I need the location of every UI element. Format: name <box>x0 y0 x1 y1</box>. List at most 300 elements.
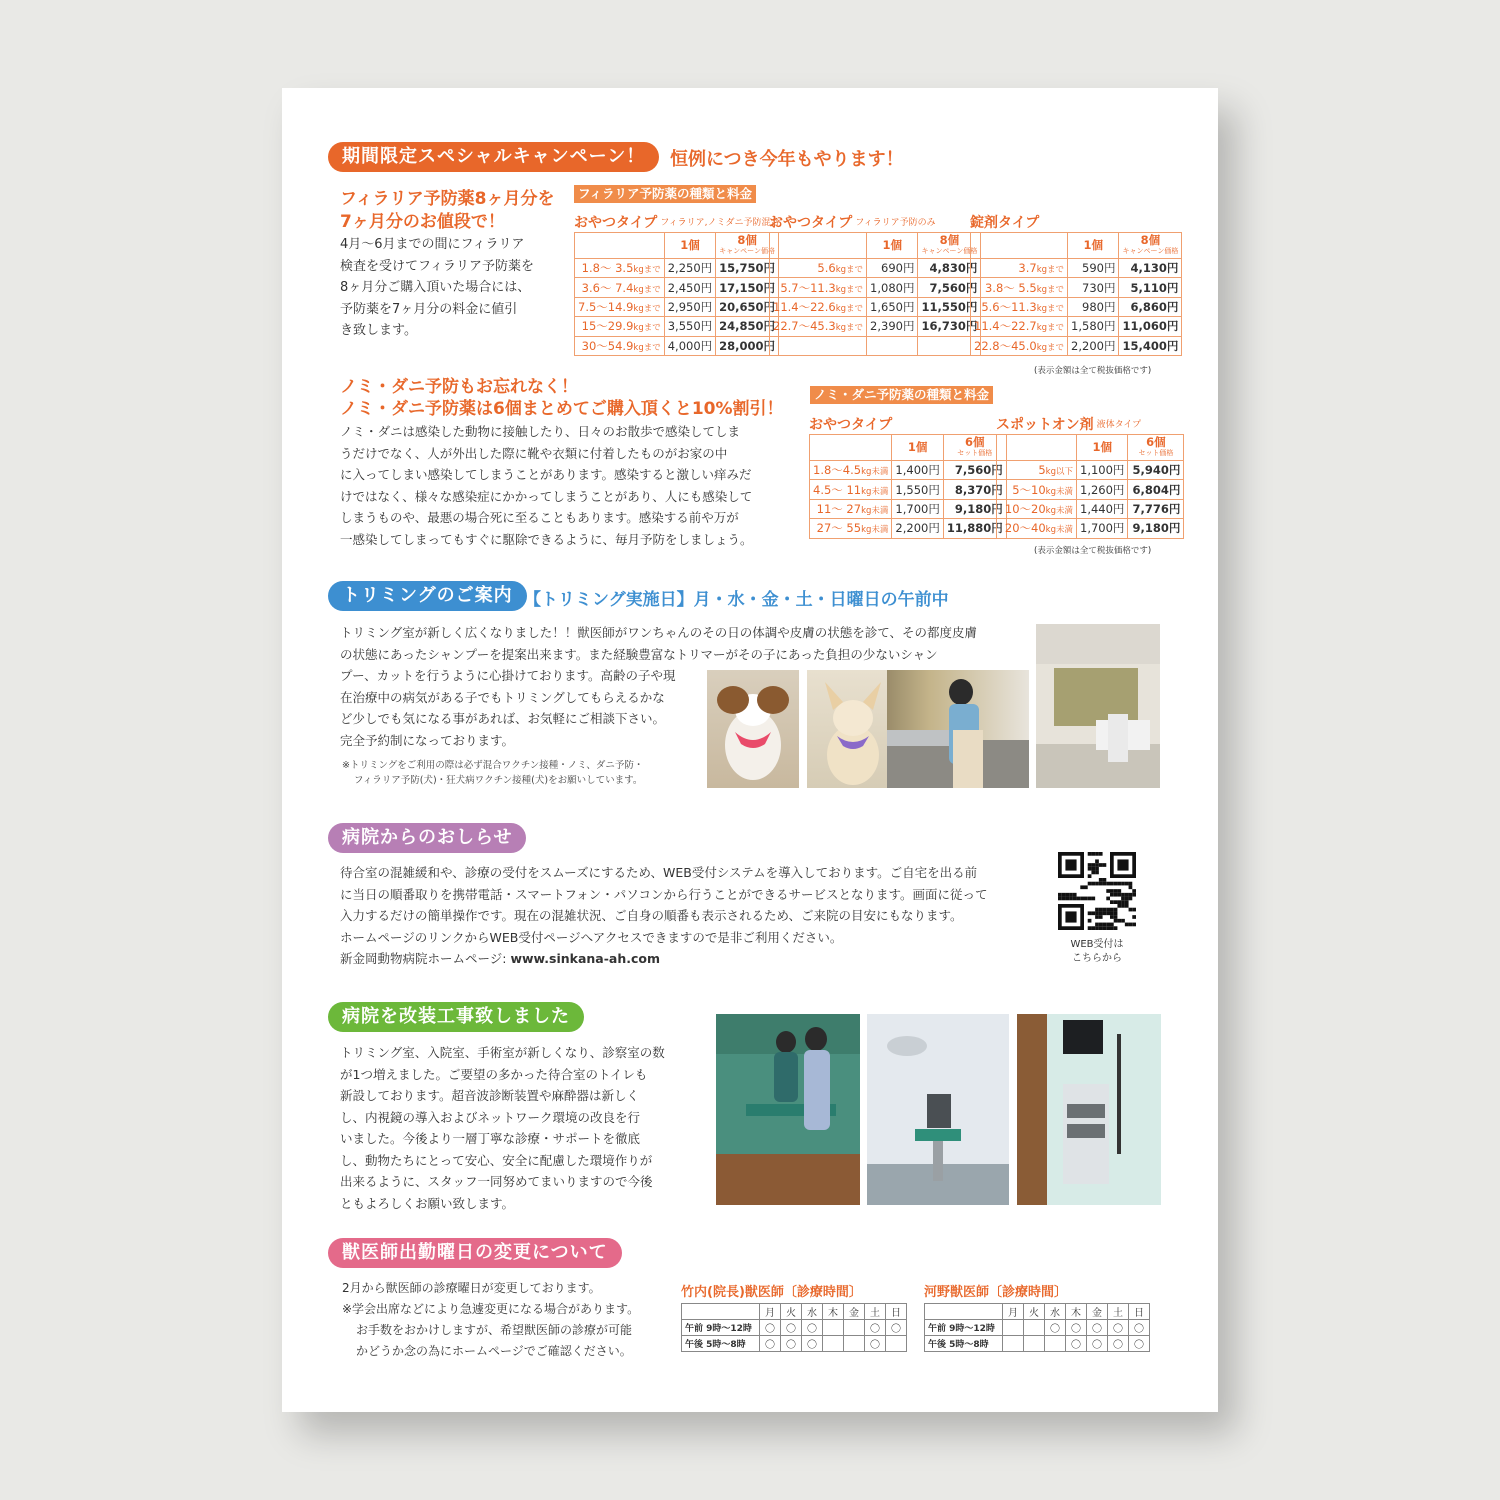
availability-mark: 〇 <box>760 1336 781 1352</box>
weight-range: 11.4〜22.7 <box>974 319 1037 334</box>
weight-cell <box>575 259 665 278</box>
price-single: 590円 <box>1068 259 1119 278</box>
price-table-subtitle: フィラリア予防のみ <box>855 218 936 228</box>
flea-body-line: しまうものや、最悪の場合死に至ることもあります。感染する前や万が <box>340 510 739 525</box>
homepage-link[interactable]: www.sinkana-ah.com <box>510 951 661 966</box>
flyer-page <box>282 88 1218 1412</box>
price-bulk: 9,180円 <box>1128 519 1184 538</box>
price-table-name: おやつタイプ <box>809 417 893 433</box>
campaign-body <box>340 234 580 342</box>
price-table-title <box>769 212 936 232</box>
dog-illustration <box>807 670 899 788</box>
header-bulk-note: セット価格 <box>1138 448 1174 457</box>
price-single <box>867 336 918 355</box>
price-row <box>575 259 779 278</box>
weight-unit: kg未満 <box>861 486 889 497</box>
price-table-title <box>970 212 1039 232</box>
renovation-body <box>340 1042 700 1214</box>
endoscope-scene <box>1017 1014 1161 1205</box>
notice-body-line: 入力するだけの簡単操作です。現在の混雑状況、ご自身の順番も表示されるため、ご来院の目安にもなります。 <box>340 908 963 923</box>
renovation-body-line: 出来るように、スタッフ一同努めてまいりますので今後 <box>340 1174 653 1189</box>
campaign-tax-note: (表示金額は全て税抜価格です) <box>1034 366 1152 376</box>
weight-unit: kg未満 <box>861 505 889 516</box>
day-header: 土 <box>865 1304 886 1320</box>
weight-unit: kg未満 <box>1045 486 1073 497</box>
weight-unit: kgまで <box>633 265 661 276</box>
surgery-room-scene <box>867 1014 1009 1205</box>
price-table-header <box>971 233 1182 259</box>
dog-photo-papillon <box>707 670 799 788</box>
filaria-table-label: フィラリア予防薬の種類と料金 <box>574 185 756 203</box>
trimming-note-line: フィラリア予防(犬)・狂犬病ワクチン接種(犬)をお願いしています。 <box>354 775 643 786</box>
weight-range: 5〜10 <box>1012 482 1046 497</box>
surgery-room-photo <box>867 1014 1009 1205</box>
header-bulk-count: 8個 <box>1140 232 1161 247</box>
weight-cell <box>770 278 867 297</box>
campaign-body-line: 予防薬を7ヶ月分の料金に値引 <box>340 301 518 317</box>
price-single: 730円 <box>1068 278 1119 297</box>
price-bulk: 11,550円 <box>918 297 981 316</box>
price-row <box>575 336 779 355</box>
price-single: 1,580円 <box>1068 317 1119 336</box>
weight-range: 5.6 <box>817 261 836 276</box>
price-row <box>971 297 1182 316</box>
price-table-header <box>575 233 779 259</box>
weight-range: 11.4〜22.6 <box>773 299 836 314</box>
weight-range: 1.8〜 3.5 <box>581 261 634 276</box>
trimming-body-line: プー、カットを行うように心掛けております。高齢の子や現 <box>340 668 676 683</box>
campaign-pill: 期間限定スペシャルキャンペーン！ <box>328 142 659 172</box>
weight-range: 22.7〜45.3 <box>773 319 836 334</box>
availability-mark: 〇 <box>1129 1320 1150 1336</box>
weight-cell <box>575 317 665 336</box>
header-single: 1個 <box>867 233 918 259</box>
weight-unit: kgまで <box>633 342 661 353</box>
trimming-body-wide <box>340 622 1040 665</box>
weight-range: 3.7 <box>1018 261 1037 276</box>
trimming-body-narrow <box>340 665 700 751</box>
weight-cell <box>997 519 1077 538</box>
schedule-row-am <box>925 1320 1150 1336</box>
day-header: 月 <box>1003 1304 1024 1320</box>
price-single: 2,250円 <box>664 259 715 278</box>
flea-body-line: 一感染してしまってもすぐに駆除できるように、毎月予防をしましょう。 <box>340 531 753 547</box>
availability-mark <box>1024 1320 1045 1336</box>
price-table-header <box>770 233 981 259</box>
availability-mark: 〇 <box>865 1336 886 1352</box>
header-blank <box>575 233 665 259</box>
weight-cell <box>971 336 1068 355</box>
day-header: 火 <box>781 1304 802 1320</box>
trimming-body-line: ど少しでも気になる事があれば、お気軽にご相談下さい。 <box>340 711 666 726</box>
campaign-body-line: 8ヶ月分ご購入頂いた場合には、 <box>340 280 531 295</box>
weight-range: 10〜20 <box>1004 501 1046 516</box>
day-header: 火 <box>1024 1304 1045 1320</box>
price-row <box>770 336 981 355</box>
weight-cell <box>971 259 1068 278</box>
weight-cell <box>770 336 867 355</box>
session-label: 午後 5時〜8時 <box>682 1336 760 1352</box>
schedule-table <box>681 1303 907 1352</box>
price-bulk: 24,850円 <box>716 317 779 336</box>
price-row <box>971 259 1182 278</box>
day-header: 木 <box>1066 1304 1087 1320</box>
price-bulk: 7,560円 <box>918 278 981 297</box>
price-row <box>810 480 1007 499</box>
weight-range: 7.5〜14.9 <box>578 299 634 314</box>
notice-body-line: ホームページのリンクからWEB受付ページへアクセスできますので是非ご利用ください。 <box>340 929 843 945</box>
flea-headline-1: ノミ・ダニ予防もお忘れなく！ <box>340 377 578 397</box>
trimming-note-line: ※トリミングをご利用の際は必ず混合ワクチン接種・ノミ、ダニ予防・ <box>342 760 644 771</box>
price-table-subtitle: 液体タイプ <box>1096 420 1142 430</box>
qr-caption-line: こちらから <box>1072 953 1122 964</box>
header-bulk-count: 8個 <box>939 232 960 247</box>
price-bulk: 7,560円 <box>943 461 1006 480</box>
price-single: 1,080円 <box>867 278 918 297</box>
schedule-row-pm <box>925 1336 1150 1352</box>
schedule-body-line: 2月から獣医師の診療曜日が変更しております。 <box>342 1281 601 1295</box>
weight-unit: kgまで <box>1036 303 1065 314</box>
availability-mark: 〇 <box>1108 1336 1129 1352</box>
day-header: 水 <box>1045 1304 1066 1320</box>
trimming-pill: トリミングのご案内 <box>328 581 527 611</box>
weight-unit: kg未満 <box>861 467 889 478</box>
availability-mark: 〇 <box>1129 1336 1150 1352</box>
day-header: 日 <box>886 1304 907 1320</box>
header-bulk-count: 6個 <box>1146 434 1166 449</box>
header-bulk-count: 8個 <box>737 232 757 247</box>
trimming-body-line: 在治療中の病気がある子でもトリミングしてもらえるかな <box>340 689 665 705</box>
doctor-title: 河野獣医師〔診療時間〕 <box>924 1285 1068 1300</box>
price-single: 690円 <box>867 259 918 278</box>
price-row <box>770 259 981 278</box>
price-row <box>770 278 981 297</box>
price-single: 980円 <box>1068 297 1119 316</box>
notice-body-line: に当日の順番取りを携帯電話・スマートフォン・パソコンから行うことができるサービスとなります。画面に従って <box>340 886 988 902</box>
price-row <box>971 317 1182 336</box>
price-single: 1,260円 <box>1077 480 1128 499</box>
price-bulk: 5,110円 <box>1119 278 1182 297</box>
day-header: 日 <box>1129 1304 1150 1320</box>
header-bulk-note: セット価格 <box>957 448 993 457</box>
price-bulk: 4,830円 <box>918 259 981 278</box>
schedule-table <box>924 1303 1150 1352</box>
weight-unit: kgまで <box>633 303 661 314</box>
price-single: 1,700円 <box>892 499 943 518</box>
renovation-pill: 病院を改装工事致しました <box>328 1002 584 1032</box>
price-single: 4,000円 <box>664 336 715 355</box>
availability-mark <box>1045 1336 1066 1352</box>
availability-mark: 〇 <box>1087 1336 1108 1352</box>
price-table-subtitle: フィラリア,ノミダニ予防混合 <box>660 218 780 228</box>
price-table <box>996 434 1184 539</box>
qr-caption-line: WEB受付は <box>1070 939 1124 950</box>
flea-body-line: けではなく、様々な感染症にかかってしまうことがあり、人にも感染して <box>340 488 753 504</box>
price-bulk: 16,730円 <box>918 317 981 336</box>
price-single: 2,390円 <box>867 317 918 336</box>
flea-body-line: うだけでなく、人が外出した際に靴や衣類に付着したものがお家の中 <box>340 445 728 461</box>
price-row <box>770 317 981 336</box>
flea-body-line: ノミ・ダニは感染した動物に接触したり、日々のお散歩で感染してしま <box>340 424 741 439</box>
header-bulk-note: キャンペーン価格 <box>921 246 978 255</box>
flea-table-label: ノミ・ダニ予防薬の種類と料金 <box>810 386 993 404</box>
weight-unit: kgまで <box>1036 265 1065 276</box>
session-label: 午前 9時〜12時 <box>925 1320 1003 1336</box>
weight-range: 22.8〜45.0 <box>974 338 1037 353</box>
availability-mark <box>844 1336 865 1352</box>
weight-cell <box>971 278 1068 297</box>
price-row <box>997 499 1184 518</box>
weight-cell <box>770 259 867 278</box>
price-single: 2,450円 <box>664 278 715 297</box>
price-table-header <box>810 435 1007 461</box>
schedule-body <box>342 1278 639 1362</box>
price-row <box>575 317 779 336</box>
session-label: 午前 9時〜12時 <box>682 1320 760 1336</box>
renovation-body-line: いました。今後より一層丁寧な診療・サポートを徹底 <box>340 1131 641 1146</box>
schedule-row-am <box>682 1320 907 1336</box>
session-label: 午後 5時〜8時 <box>925 1336 1003 1352</box>
header-bulk-count: 6個 <box>965 434 985 449</box>
weight-cell <box>810 461 892 480</box>
renovation-body-line: し、内視鏡の導入およびネットワーク環境の改良を行 <box>340 1109 641 1125</box>
price-bulk: 15,750円 <box>716 259 779 278</box>
price-row <box>575 297 779 316</box>
trimming-schedule: 【トリミング実施日】月・水・金・土・日曜日の午前中 <box>524 590 949 610</box>
header-blank <box>770 233 867 259</box>
weight-range: 3.8〜 5.5 <box>984 280 1037 295</box>
availability-mark <box>1003 1320 1024 1336</box>
header-blank <box>682 1304 760 1320</box>
availability-mark: 〇 <box>802 1336 823 1352</box>
header-single: 1個 <box>892 435 943 461</box>
day-header: 月 <box>760 1304 781 1320</box>
weight-unit: kg未満 <box>1045 505 1073 516</box>
trimming-staff-photo <box>887 670 1029 788</box>
price-row <box>810 461 1007 480</box>
price-single: 1,440円 <box>1077 499 1128 518</box>
homepage-line <box>340 948 1040 970</box>
price-single: 1,550円 <box>892 480 943 499</box>
weight-range: 5.7〜11.3 <box>780 280 836 295</box>
price-table-title <box>996 414 1169 434</box>
header-bulk-note: キャンペーン価格 <box>1122 246 1179 255</box>
price-table <box>769 232 981 356</box>
flea-headline-2: ノミ・ダニ予防薬は6個まとめてご購入頂くと10%割引！ <box>340 399 784 419</box>
weight-cell <box>810 499 892 518</box>
availability-mark: 〇 <box>781 1336 802 1352</box>
weight-range: 1.8〜4.5 <box>813 463 862 478</box>
availability-mark: 〇 <box>886 1320 907 1336</box>
dog-illustration <box>707 670 799 788</box>
price-single: 1,100円 <box>1077 461 1128 480</box>
price-table-name: 錠剤タイプ <box>970 215 1040 231</box>
campaign-headline-2: 7ヶ月分のお値段で！ <box>340 212 505 232</box>
weight-unit: kgまで <box>835 303 864 314</box>
trimming-scene <box>887 670 1029 788</box>
availability-mark <box>886 1336 907 1352</box>
flea-body-line: に入ってしまい感染してしまうことがあります。感染すると激しい痒みだ <box>340 467 752 482</box>
price-row <box>770 297 981 316</box>
header-blank <box>997 435 1077 461</box>
price-single: 3,550円 <box>664 317 715 336</box>
weight-range: 27〜 55 <box>816 521 862 536</box>
exam-room-scene <box>716 1014 860 1205</box>
header-blank <box>925 1304 1003 1320</box>
price-single: 2,950円 <box>664 297 715 316</box>
qr-caption <box>1052 938 1142 966</box>
availability-mark <box>823 1320 844 1336</box>
trimming-room-photo <box>1036 624 1160 788</box>
availability-mark: 〇 <box>1108 1320 1129 1336</box>
price-row <box>971 278 1182 297</box>
header-single: 1個 <box>1077 435 1128 461</box>
doctor-title: 竹内(院長)獣医師〔診療時間〕 <box>681 1285 862 1300</box>
price-bulk: 11,060円 <box>1119 317 1182 336</box>
price-single: 1,650円 <box>867 297 918 316</box>
weight-cell <box>997 480 1077 499</box>
weight-cell <box>971 297 1068 316</box>
price-bulk: 20,650円 <box>716 297 779 316</box>
renovation-body-line: トリミング室、入院室、手術室が新しくなり、診察室の数 <box>340 1045 665 1060</box>
endoscope-photo <box>1017 1014 1161 1205</box>
weight-unit: kgまで <box>835 265 864 276</box>
availability-mark: 〇 <box>1045 1320 1066 1336</box>
price-single: 2,200円 <box>892 519 943 538</box>
weight-range: 5 <box>1038 463 1046 478</box>
availability-mark: 〇 <box>802 1320 823 1336</box>
price-table <box>574 232 779 356</box>
weight-unit: kgまで <box>1036 323 1065 334</box>
schedule-pill: 獣医師出勤曜日の変更について <box>328 1238 622 1268</box>
day-header: 金 <box>844 1304 865 1320</box>
availability-mark: 〇 <box>1066 1320 1087 1336</box>
renovation-body-line: が1つ増えました。ご要望の多かった待合室のトイレも <box>340 1066 648 1082</box>
weight-cell <box>575 336 665 355</box>
renovation-body-line: ともよろしくお願い致します。 <box>340 1195 515 1211</box>
price-bulk: 6,860円 <box>1119 297 1182 316</box>
qr-code-icon[interactable] <box>1058 852 1136 930</box>
header-bulk <box>1128 435 1184 461</box>
schedule-body-line: お手数をおかけしますが、希望獣医師の診療が可能 <box>356 1323 633 1337</box>
price-single: 1,700円 <box>1077 519 1128 538</box>
availability-mark <box>1024 1336 1045 1352</box>
flea-body <box>340 421 790 550</box>
day-header: 木 <box>823 1304 844 1320</box>
campaign-body-line: 4月〜6月までの間にフィラリア <box>340 237 525 252</box>
day-header: 土 <box>1108 1304 1129 1320</box>
notice-body-line: 待合室の混雑緩和や、診療の受付をスムーズにするため、WEB受付システムを導入しております。ご自宅を出る前 <box>340 865 978 880</box>
price-table <box>970 232 1182 356</box>
weight-cell <box>997 461 1077 480</box>
weight-range: 11〜 27 <box>816 501 862 516</box>
weight-cell <box>575 278 665 297</box>
trimming-room-scene <box>1036 624 1160 788</box>
availability-mark <box>844 1320 865 1336</box>
price-bulk: 9,180円 <box>943 499 1006 518</box>
price-bulk: 6,804円 <box>1128 480 1184 499</box>
price-row <box>997 480 1184 499</box>
schedule-header <box>682 1304 907 1320</box>
weight-range: 5.6〜11.3 <box>981 299 1037 314</box>
price-single: 1,400円 <box>892 461 943 480</box>
schedule-body-line: ※学会出席などにより急遽変更になる場合があります。 <box>342 1302 640 1316</box>
weight-unit: kgまで <box>1036 284 1065 295</box>
weight-cell <box>810 519 892 538</box>
price-bulk: 17,150円 <box>716 278 779 297</box>
price-table-title <box>809 414 892 434</box>
weight-range: 20〜40 <box>1004 521 1046 536</box>
flea-tax-note: (表示金額は全て税抜価格です) <box>1034 546 1152 556</box>
header-bulk <box>1119 233 1182 259</box>
weight-range: 3.6〜 7.4 <box>581 280 634 295</box>
campaign-body-line: 検査を受けてフィラリア予防薬を <box>340 258 534 274</box>
price-table-header <box>997 435 1184 461</box>
price-row <box>997 461 1184 480</box>
renovation-body-line: し、動物たちにとって安心、安全に配慮した環境作りが <box>340 1152 653 1168</box>
availability-mark: 〇 <box>865 1320 886 1336</box>
availability-mark: 〇 <box>760 1320 781 1336</box>
price-bulk: 15,400円 <box>1119 336 1182 355</box>
renovation-body-line: 新設しております。超音波診断装置や麻酔器は新しく <box>340 1088 640 1103</box>
price-row <box>575 278 779 297</box>
weight-cell <box>971 317 1068 336</box>
weight-unit: kg以下 <box>1045 467 1073 478</box>
weight-unit: kgまで <box>1036 342 1065 353</box>
price-row <box>810 519 1007 538</box>
campaign-tagline: 恒例につき今年もやります！ <box>670 149 904 170</box>
availability-mark: 〇 <box>1087 1320 1108 1336</box>
price-bulk: 11,880円 <box>943 519 1006 538</box>
weight-range: 30〜54.9 <box>581 338 634 353</box>
availability-mark: 〇 <box>1066 1336 1087 1352</box>
weight-cell <box>810 480 892 499</box>
weight-cell <box>997 499 1077 518</box>
availability-mark: 〇 <box>781 1320 802 1336</box>
day-header: 金 <box>1087 1304 1108 1320</box>
trimming-note <box>342 758 643 788</box>
schedule-header <box>925 1304 1150 1320</box>
homepage-label: 新金岡動物病院ホームページ: <box>340 951 511 966</box>
weight-unit: kgまで <box>633 323 661 334</box>
weight-cell <box>770 317 867 336</box>
price-bulk: 8,370円 <box>943 480 1006 499</box>
header-bulk-note: キャンペーン価格 <box>719 246 776 255</box>
availability-mark <box>1003 1336 1024 1352</box>
price-table <box>809 434 1007 539</box>
trimming-body-line: トリミング室が新しく広くなりました！！獣医師がワンちゃんのその日の体調や皮膚の状態を診て、その都度皮膚 <box>340 625 978 640</box>
campaign-headline-1: フィラリア予防薬8ヶ月分を <box>340 189 555 209</box>
price-table-name: おやつタイプ <box>574 215 658 231</box>
header-single: 1個 <box>1068 233 1119 259</box>
weight-unit: kgまで <box>835 323 864 334</box>
weight-range: 4.5〜 11 <box>813 482 862 497</box>
exam-room-photo <box>716 1014 860 1205</box>
schedule-body-line: かどうか念の為にホームページでご確認ください。 <box>356 1344 632 1358</box>
price-table-name: スポットオン剤 <box>996 417 1094 433</box>
price-row <box>971 336 1182 355</box>
price-bulk: 4,130円 <box>1119 259 1182 278</box>
weight-cell <box>770 297 867 316</box>
price-bulk: 5,940円 <box>1128 461 1184 480</box>
header-blank <box>971 233 1068 259</box>
header-blank <box>810 435 892 461</box>
dog-photo-chihuahua <box>807 670 899 788</box>
weight-unit: kg未満 <box>1045 525 1073 536</box>
price-row <box>810 499 1007 518</box>
schedule-row-pm <box>682 1336 907 1352</box>
price-bulk: 28,000円 <box>716 336 779 355</box>
